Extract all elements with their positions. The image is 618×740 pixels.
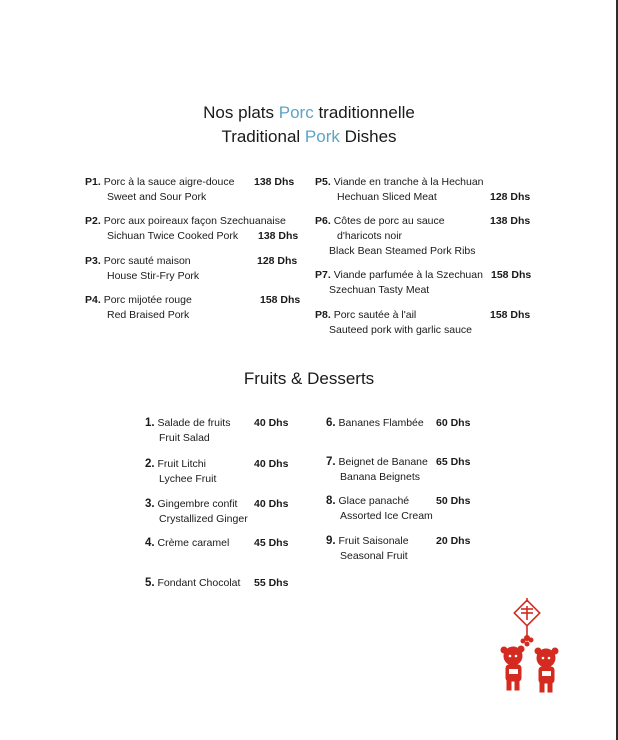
menu-item-p8: P8. Porc sautée à l'ail Sauteed pork with garlic sauce 158 Dhs <box>315 309 531 336</box>
dessert-item-8: 8. Glace panaché Assorted Ice Cream 50 Dhs <box>326 495 471 522</box>
dessert-item-2: 2. Fruit Litchi Lychee Fruit 40 Dhs <box>145 458 289 485</box>
dessert-item-1: 1. Salade de fruits Fruit Salad 40 Dhs <box>145 417 289 444</box>
menu-item-p7: P7. Viande parfumée à la Szechuan Szechuan Tasty Meat 158 Dhs <box>315 269 532 296</box>
dessert-item-3: 3. Gingembre confit Crystallized Ginger 40 Dhs <box>145 498 289 525</box>
dessert-item-6: 6. Bananes Flambée 60 Dhs <box>326 417 471 429</box>
menu-item-p1: P1. Porc à la sauce aigre-douce Sweet and Sour Pork 138 Dhs <box>85 176 295 203</box>
menu-item-p4: P4. Porc mijotée rouge Red Braised Pork 158 Dhs <box>85 294 301 321</box>
menu-item-p5: P5. Viande en tranche à la Hechuan Hechuan Sliced Meat 128 Dhs <box>315 176 531 203</box>
dessert-item-7: 7. Beignet de Banane Banana Beignets 65 Dhs <box>326 456 471 483</box>
page-title-en: Traditional Pork Dishes <box>221 127 397 146</box>
desserts-title: Fruits & Desserts <box>243 369 375 388</box>
dessert-item-5: 5. Fondant Chocolat 55 Dhs <box>145 577 289 589</box>
chinese-children-mascot-icon <box>500 598 580 696</box>
dessert-item-4: 4. Crème caramel 45 Dhs <box>145 537 289 549</box>
menu-item-p6: P6. Côtes de porc au sauce d'haricots noir Black Bean Steamed Pork Ribs 138 Dhs <box>315 215 531 257</box>
page-title-fr: Nos plats Porc traditionnelle <box>203 103 415 122</box>
menu-item-p3: P3. Porc sauté maison House Stir-Fry Pork 128 Dhs <box>85 255 298 282</box>
dessert-item-9: 9. Fruit Saisonale Seasonal Fruit 20 Dhs <box>326 535 471 562</box>
menu-item-p2: P2. Porc aux poireaux façon Szechuanaise Sichuan Twice Cooked Pork 138 Dhs <box>85 215 299 242</box>
